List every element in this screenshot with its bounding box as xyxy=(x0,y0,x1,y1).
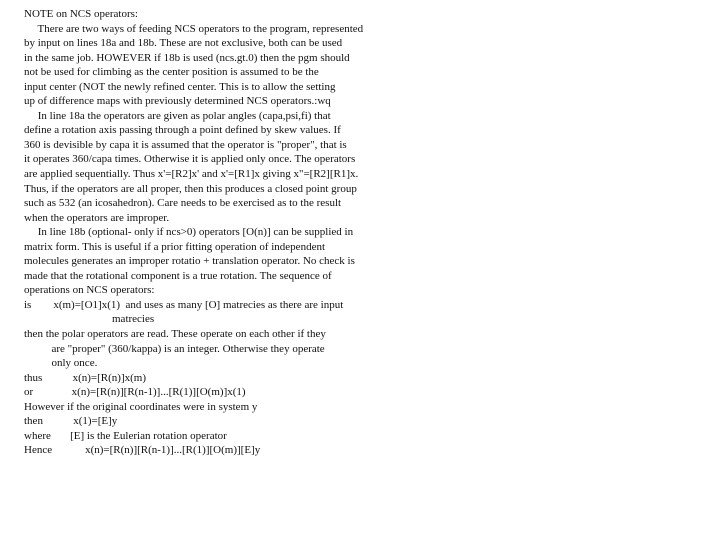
text-line: in the same job. HOWEVER if 18b is used (ncs.gt.0) then the pgm should xyxy=(24,51,350,64)
text-line: then the polar operators are read. These operate on each other if they xyxy=(24,328,326,341)
text-line: operations on NCS operators: xyxy=(24,284,155,297)
text-line: matrecies xyxy=(24,313,155,326)
text-line: are applied sequentially. Thus x'=[R2]x' and x'=[R1]x giving x"=[R2][R1]x. xyxy=(24,168,359,181)
text-line: not be used for climbing as the center position is assumed to be the xyxy=(24,66,319,79)
text-line: In line 18a the operators are given as polar angles (capa,psi,fi) that xyxy=(24,109,331,122)
text-line: 360 is devisible by capa it is assumed that the operator is "proper", that is xyxy=(24,138,347,151)
text-line: made that the rotational component is a true rotation. The sequence of xyxy=(24,269,332,282)
text-line: input center (NOT the newly refined center. This is to allow the setting xyxy=(24,80,336,93)
text-line: There are two ways of feeding NCS operators to the program, represented xyxy=(24,22,364,35)
text-line: up of difference maps with previously determined NCS operators.:wq xyxy=(24,95,331,108)
text-line: such as 532 (an icosahedron). Care needs to be exercised as to the result xyxy=(24,197,342,210)
text-line: Hence x(n)=[R(n)][R(n-1)]...[R(1)][O(m)][E]y xyxy=(24,444,261,457)
text-line: when the operators are improper. xyxy=(24,211,170,224)
text-line: thus x(n)=[R(n)]x(m) xyxy=(24,371,146,384)
text-line: However if the original coordinates were in system y xyxy=(24,400,258,413)
text-line: matrix form. This is useful if a prior fitting operation of independent xyxy=(24,240,326,253)
text-line: Thus, if the operators are all proper, then this produces a closed point group xyxy=(24,182,357,195)
text-line: or x(n)=[R(n)][R(n-1)]...[R(1)][O(m)]x(1) xyxy=(24,386,246,399)
text-line: are "proper" (360/kappa) is an integer. Otherwise they operate xyxy=(24,342,325,355)
text-line: molecules generates an improper rotatio + translation operator. No check is xyxy=(24,255,355,268)
note-heading: NOTE on NCS operators: xyxy=(24,8,138,20)
text-line: define a rotation axis passing through a point defined by skew values. If xyxy=(24,124,341,137)
text-line: In line 18b (optional- only if ncs>0) operators [O(n)] can be supplied in xyxy=(24,226,354,239)
text-line: where [E] is the Eulerian rotation operator xyxy=(24,429,227,442)
ncs-operators-note xyxy=(24,7,714,458)
text-line: by input on lines 18a and 18b. These are not exclusive, both can be used xyxy=(24,37,343,50)
text-line: is x(m)=[O1]x(1) and uses as many [O] matrecies as there are input xyxy=(24,298,344,311)
text-line: it operates 360/capa times. Otherwise it is applied only once. The operators xyxy=(24,153,356,166)
text-line: then x(1)=[E]y xyxy=(24,415,118,428)
text-line: only once. xyxy=(24,357,98,370)
